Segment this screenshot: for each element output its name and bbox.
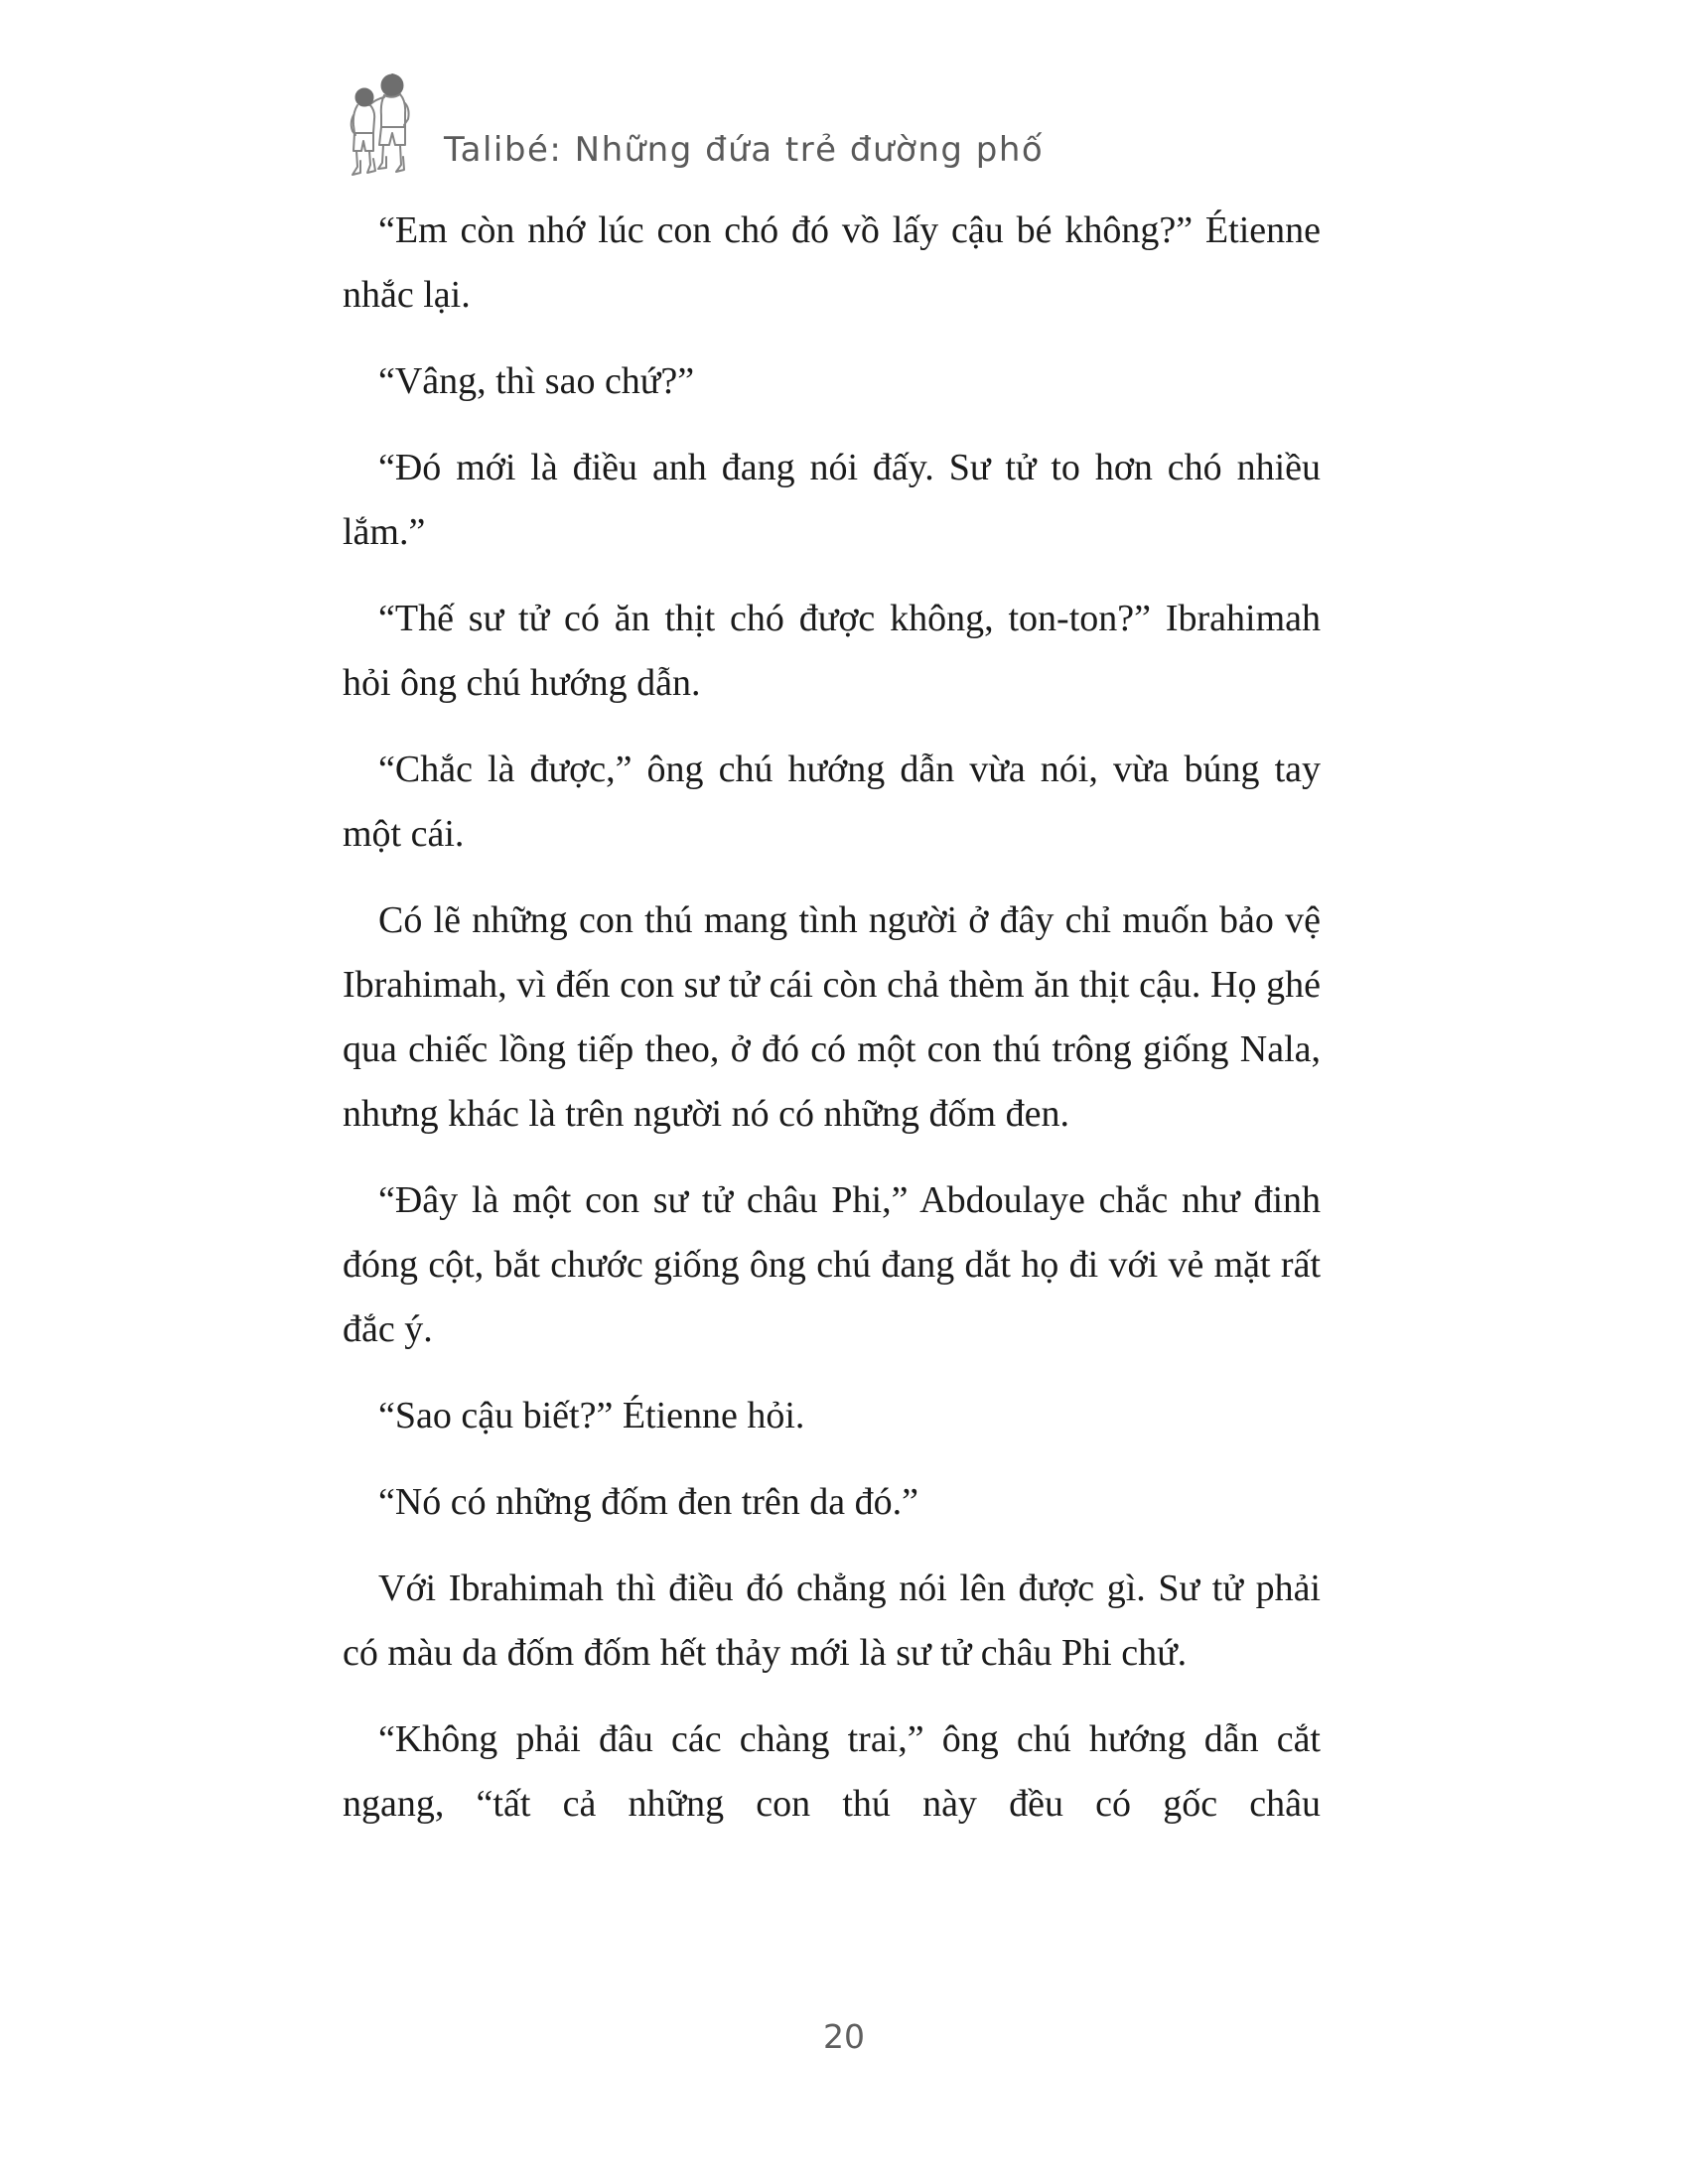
page-header-title: Talibé: Những đứa trẻ đường phố (444, 130, 1045, 170)
paragraph: “Sao cậu biết?” Étienne hỏi. (378, 1395, 805, 1436)
paragraph: “Không phải đâu các chàng trai,” ông chú hướng dẫn cắt ngang, “tất cả những con thú này đều có gốc châu (343, 1718, 1321, 1825)
page-body (343, 199, 1321, 1858)
two-children-walking-icon (343, 69, 420, 187)
paragraph: “Đó mới là điều anh đang nói đấy. Sư tử to hơn chó nhiều lắm.” (343, 447, 1321, 553)
paragraph: Có lẽ những con thú mang tình người ở đây chỉ muốn bảo vệ Ibrahimah, vì đến con sư tử cái còn chả thèm ăn thịt cậu. Họ ghé qua chiếc lồng tiếp theo, ở đó có một con thú trông giống Nala, nhưng khác là trên người nó có những đốm đen. (343, 899, 1321, 1135)
page-footer (0, 2017, 1688, 2056)
paragraph: “Em còn nhớ lúc con chó đó vồ lấy cậu bé không?” Étienne nhắc lại. (343, 209, 1321, 316)
paragraph: “Chắc là được,” ông chú hướng dẫn vừa nói, vừa búng tay một cái. (343, 749, 1321, 855)
page-number: 20 (823, 2017, 865, 2056)
paragraph: “Vâng, thì sao chứ?” (378, 360, 695, 402)
paragraph: “Nó có những đốm đen trên da đó.” (378, 1481, 919, 1523)
running-header (343, 69, 1044, 187)
paragraph: “Đây là một con sư tử châu Phi,” Abdoulaye chắc như đinh đóng cột, bắt chước giống ông chú đang dắt họ đi với vẻ mặt rất đắc ý. (343, 1179, 1321, 1350)
paragraph: “Thế sư tử có ăn thịt chó được không, ton-ton?” Ibrahimah hỏi ông chú hướng dẫn. (343, 598, 1321, 704)
paragraph: Với Ibrahimah thì điều đó chẳng nói lên được gì. Sư tử phải có màu da đốm đốm hết thảy mới là sư tử châu Phi chứ. (343, 1568, 1321, 1674)
